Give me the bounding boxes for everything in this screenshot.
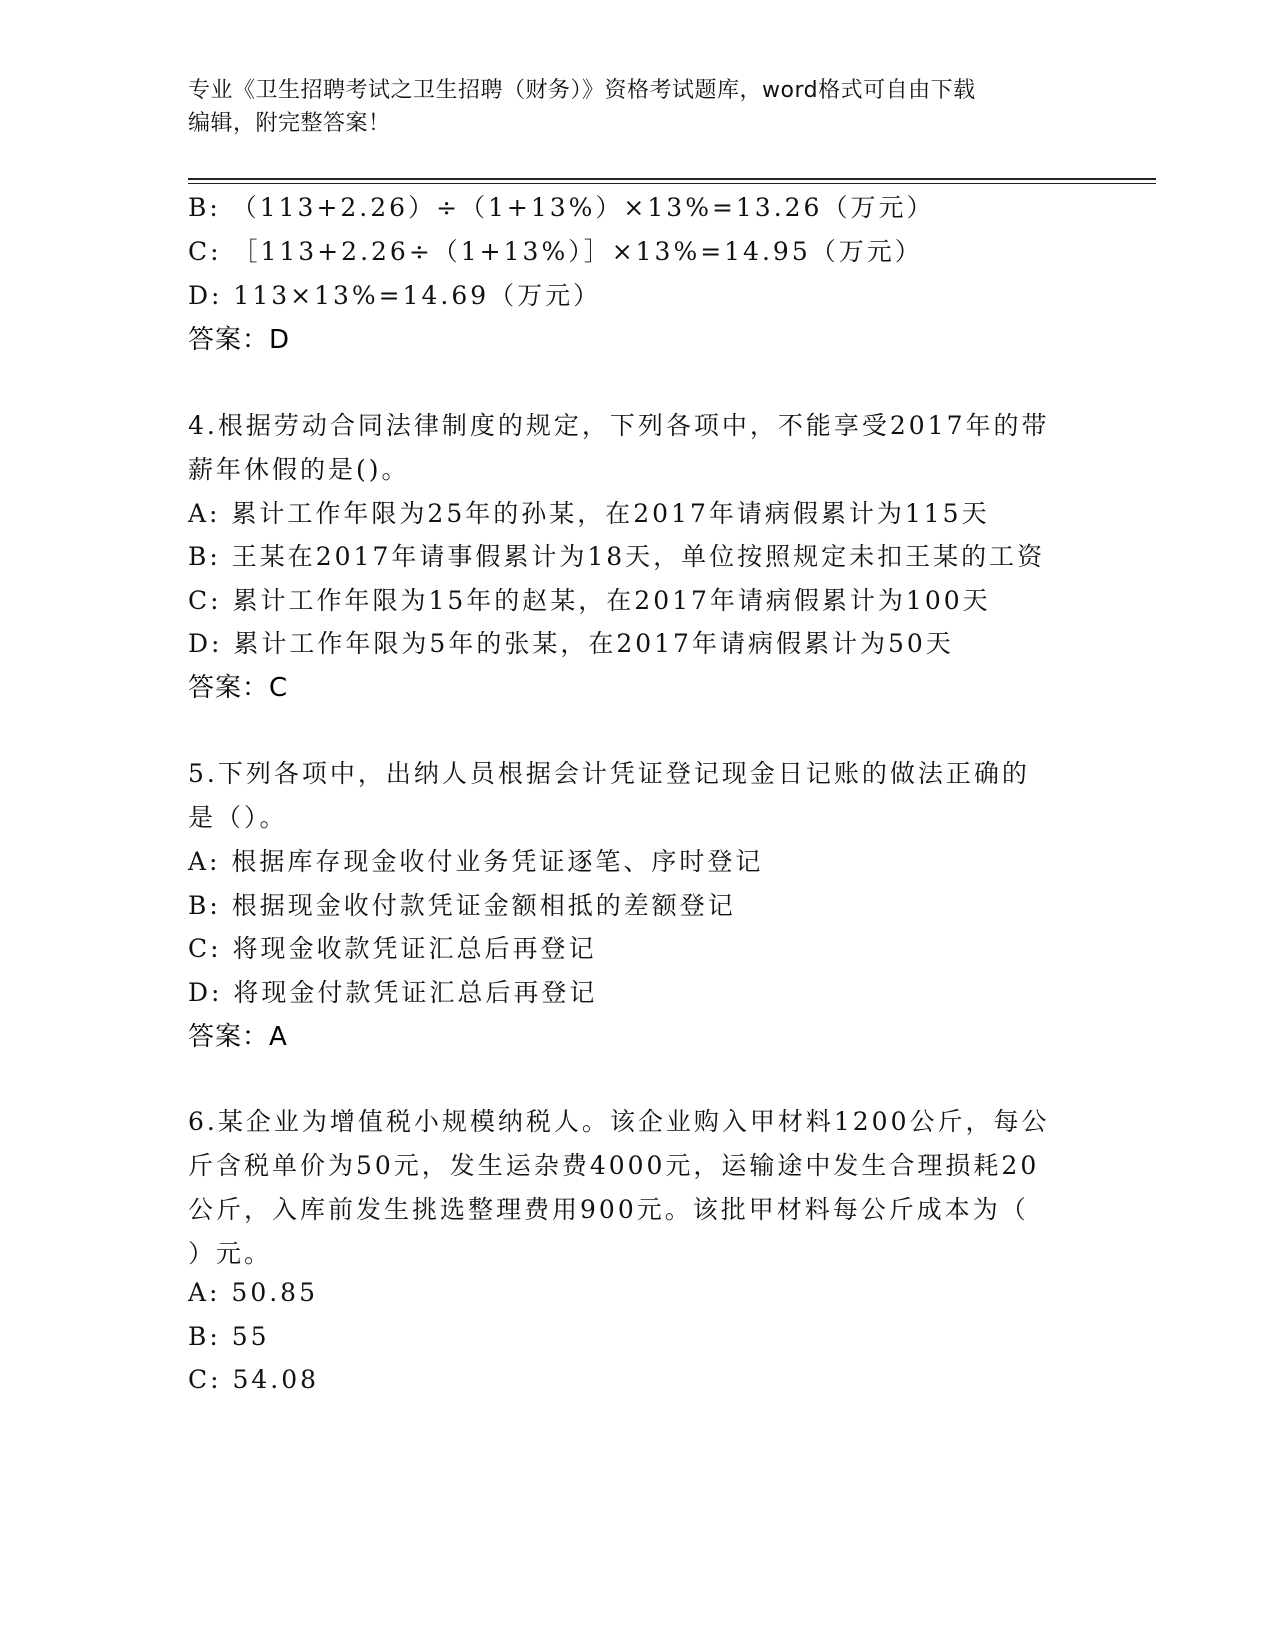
q3-option-b: B: （113+2.26）÷（1+13%）×13%=13.26（万元） [188,193,935,222]
q3-answer: 答案：D [188,325,291,355]
document-header [188,74,1068,140]
q6-stem-line-1: 6.某企业为增值税小规模纳税人。该企业购入甲材料1200公斤，每公 [188,1107,1050,1136]
header-divider-thick [188,178,1156,180]
q5-option-b: B: 根据现金收付款凭证金额相抵的差额登记 [188,891,736,920]
q6-stem-line-2: 斤含税单价为50元，发生运杂费4000元，运输途中发生合理损耗20 [188,1151,1040,1180]
q5-option-c: C: 将现金收款凭证汇总后再登记 [188,934,597,963]
q4-stem-line-2: 薪年休假的是()。 [188,455,410,484]
q6-option-b: B: 55 [188,1322,270,1351]
q4-answer: 答案：C [188,673,289,703]
q4-option-b: B: 王某在2017年请事假累计为18天，单位按照规定未扣王某的工资 [188,542,1046,571]
q5-option-d: D: 将现金付款凭证汇总后再登记 [188,978,598,1007]
q4-option-d: D: 累计工作年限为5年的张某，在2017年请病假累计为50天 [188,629,954,658]
q4-stem-line-1: 4.根据劳动合同法律制度的规定，下列各项中，不能享受2017年的带 [188,411,1050,440]
q5-answer: 答案：A [188,1022,288,1052]
header-line-1: 专业《卫生招聘考试之卫生招聘（财务）》资格考试题库，word格式可自由下载 [188,78,976,103]
q3-option-c: C: ［113+2.26÷（1+13%）］×13%=14.95（万元） [188,237,923,266]
q6-stem-line-4: ）元。 [188,1239,273,1268]
q5-stem-line-2: 是（）。 [188,803,288,832]
q6-stem-line-3: 公斤，入库前发生挑选整理费用900元。该批甲材料每公斤成本为（ [188,1195,1029,1224]
q4-option-c: C: 累计工作年限为15年的赵某，在2017年请病假累计为100天 [188,586,991,615]
q3-option-d: D: 113×13%=14.69（万元） [188,281,602,310]
q6-option-c: C: 54.08 [188,1365,320,1394]
q5-stem-line-1: 5.下列各项中，出纳人员根据会计凭证登记现金日记账的做法正确的 [188,759,1030,788]
header-divider-thin [188,183,1156,184]
q5-option-a: A: 根据库存现金收付业务凭证逐笔、序时登记 [188,847,764,876]
q6-option-a: A: 50.85 [188,1278,318,1307]
q4-option-a: A: 累计工作年限为25年的孙某，在2017年请病假累计为115天 [188,499,990,528]
header-line-2: 编辑，附完整答案！ [188,111,391,136]
